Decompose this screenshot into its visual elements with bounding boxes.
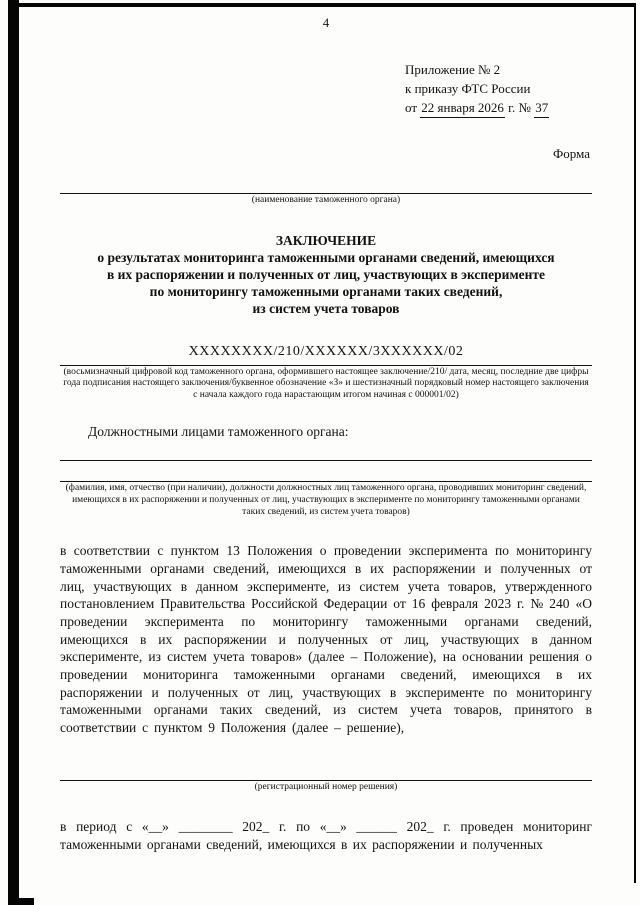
appendix-block: [405, 60, 592, 118]
code-underline: [60, 365, 592, 366]
title-line-2: о результатах мониторинга таможенными органами сведений, имеющихся: [97, 249, 555, 265]
code-caption: (восьмизначный цифровой код таможенного органа, оформившего настоящее заключение/210/ дата, месяц, последние две цифры года подписания настоящего заключения/буквенное обозначение «З» и шестизначный порядковый номер настоящего заключения с начала каждого года нарастающим итогом начиная с 000001/02): [63, 366, 589, 400]
title-line-4: по мониторингу таможенными органами таких сведений,: [149, 283, 503, 299]
order-date: 22 января 2026: [420, 98, 505, 118]
title-line-1: ЗАКЛЮЧЕНИЕ: [275, 232, 377, 248]
order-number: 37: [534, 98, 549, 118]
org-name-fill-line: [60, 193, 592, 194]
appendix-line-1: Приложение № 2: [405, 62, 501, 77]
order-mid: г. №: [508, 100, 531, 115]
registration-caption: (регистрационный номер решения): [254, 781, 398, 792]
officials-caption: (фамилия, имя, отчество (при наличии), должности должностных лиц таможенного органа, проводивших мониторинг сведений, имеющихся в их распоряжении и полученных от лиц, участвующих в эксперименте по мониторингу таможенными органами таких сведений, из систем учета товаров): [65, 483, 587, 517]
conclusion-code: ХХХХХХХХ/210/ХХХХХХ/3ХХХХХХ/02: [188, 343, 464, 359]
officials-label: Должностными лицами таможенного органа:: [88, 424, 349, 440]
appendix-line-3: [405, 98, 592, 118]
scan-border-left: [8, 0, 19, 905]
order-prefix: от: [405, 100, 418, 115]
title-line-5: из систем учета товаров: [252, 300, 400, 316]
registration-fill-line: [60, 780, 592, 781]
page-number: 4: [322, 16, 330, 30]
form-label: Форма: [553, 146, 590, 161]
scan-border-bottom-left: [8, 898, 34, 905]
scan-border-right: [634, 3, 636, 883]
org-name-caption: (наименование таможенного органа): [251, 195, 401, 205]
document-content: [60, 0, 592, 854]
period-paragraph: в период с «__» ________ 202_ г. по «__» ______ 202_ г. проведен мониторинг таможенными органами сведений, имеющихся в их распоряжении и полученных: [60, 819, 592, 853]
body-paragraph: в соответствии с пунктом 13 Положения о проведении эксперимента по мониторингу таможенными органами сведений, имеющихся в их распоряжении и полученных от лиц, участвующих в данном эксперименте, из систем учета товаров, утвержденного постановлением Правительства Российской Федерации от 16 февраля 2023 г. № 240 «О проведении эксперимента по мониторингу таможенными органами сведений, имеющихся в их распоряжении и полученных от лиц, участвующих в данном эксперименте, из систем учета товаров» (далее – Положение), на основании решения о проведении мониторинга таможенными органами сведений, имеющихся в их распоряжении и полученных от лиц, участвующих в эксперименте по мониторингу таможенными органами таких сведений, из систем учета товаров, принятого в соответствии с пунктом 9 Положения (далее – решение),: [60, 543, 592, 736]
officials-fill-line-2: [60, 461, 592, 482]
title-line-3: в их распоряжении и полученных от лиц, участвующих в эксперименте: [106, 266, 546, 282]
document-title: [60, 232, 592, 317]
appendix-line-2: к приказу ФТС России: [405, 81, 531, 96]
officials-fill-line-1: [60, 440, 592, 461]
